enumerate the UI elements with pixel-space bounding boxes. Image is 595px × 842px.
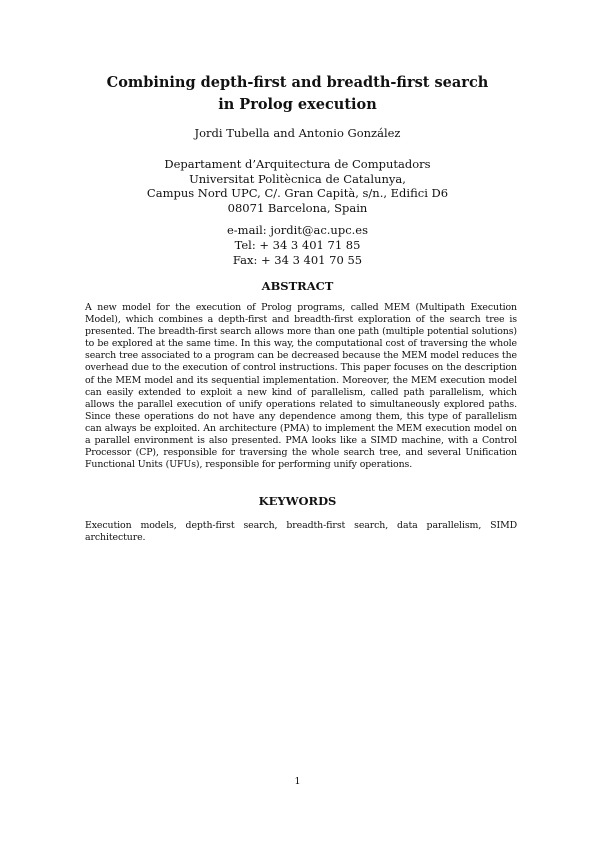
affiliation-line-3: Campus Nord UPC, C/. Gran Capità, s/n., Edifici D6 xyxy=(146,186,449,200)
paper-authors: Jordi Tubella and Antonio González xyxy=(194,126,401,140)
keywords-heading: KEYWORDS xyxy=(258,494,337,508)
affiliation-line-1: Departament d’Arquitectura de Computadors xyxy=(164,157,431,171)
contact-phone: Tel: + 34 3 401 71 85 xyxy=(234,238,361,252)
affiliation-line-4: 08071 Barcelona, Spain xyxy=(227,200,368,215)
page-number: 1 xyxy=(294,776,301,787)
contact-email: e-mail: jordit@ac.upc.es xyxy=(226,223,368,237)
affiliation-line-2: Universitat Politècnica de Catalunya, xyxy=(189,171,406,186)
title-line-1: Combining depth-first and breadth-first search xyxy=(106,74,489,91)
paper-affiliation xyxy=(0,157,595,215)
title-line-2: in Prolog execution xyxy=(218,96,377,113)
abstract-text: A new model for the execution of Prolog programs, called MEM (Multipath Execution Model), which combines a depth-first and breadth-first exploration of the search tree is presented. The breadth-first search allows more than one path (multiple potential solutions) to be explored at the same time. In this way, the computational cost of traversing the whole search tree associated to a program can be decreased because the MEM model reduces the overhead due to the execution of control instructions. This paper focuses on the description of the MEM model and its sequential implementation. Moreover, the MEM execution model can easily extended to exploit a new kind of parallelism, called path parallelism, which allows the parallel execution of unify operations related to simultaneously explored paths. Since these operations do not have any dependence among them, this type of parallelism can always be exploited. An architecture (PMA) to implement the MEM execution model on a parallel environment is also presented. PMA looks like a SIMD machine, with a Control Processor (CP), responsible for traversing the whole search tree, and several Unification Functional Units (UFUs), responsible for performing unify operations. xyxy=(85,302,517,471)
paper-contact xyxy=(0,223,595,268)
contact-fax: Fax: + 34 3 401 70 55 xyxy=(232,253,363,267)
keywords-text: Execution models, depth-first search, breadth-first search, data parallelism, SIMD architecture. xyxy=(85,520,517,544)
paper-title xyxy=(0,72,595,116)
abstract-heading: ABSTRACT xyxy=(261,279,334,293)
